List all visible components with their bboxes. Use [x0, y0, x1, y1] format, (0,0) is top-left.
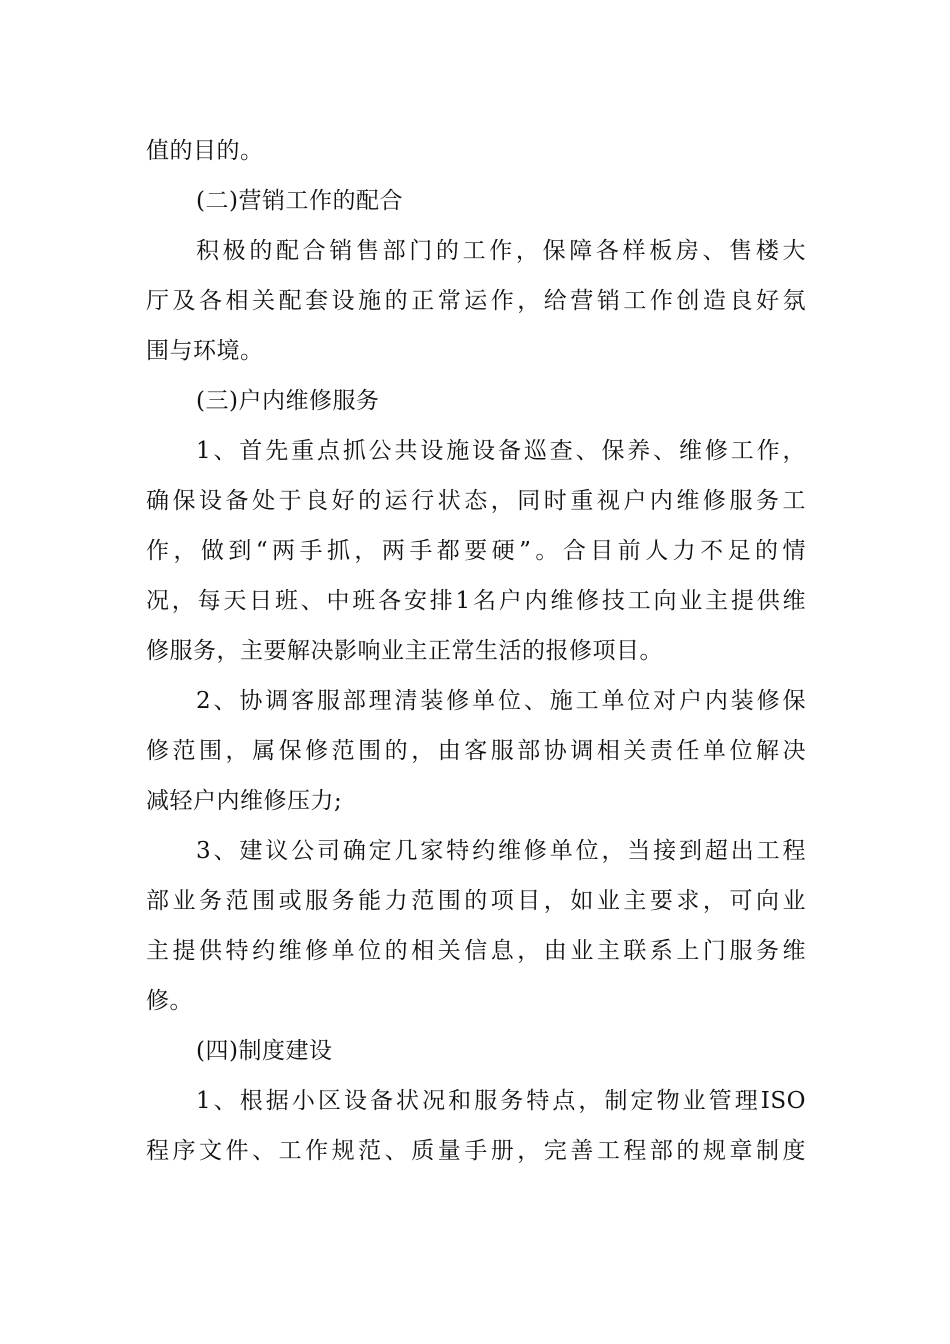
paragraph-line: 程序文件、工作规范、质量手册，完善工程部的规章制度: [146, 1138, 806, 1164]
paragraph-line: 确保设备处于良好的运行状态，同时重视户内维修服务工: [146, 488, 806, 514]
paragraph-line: 修范围，属保修范围的，由客服部协调相关责任单位解决: [146, 738, 806, 764]
paragraph-line: 减轻户内维修压力;: [146, 788, 343, 814]
paragraph-line: 3、建议公司确定几家特约维修单位，当接到超出工程: [196, 838, 806, 864]
paragraph-line: 修服务，主要解决影响业主正常生活的报修项目。: [146, 638, 663, 664]
paragraph-line: 积极的配合销售部门的工作，保障各样板房、售楼大: [196, 238, 806, 264]
paragraph-line: 厅及各相关配套设施的正常运作，给营销工作创造良好氛: [146, 288, 806, 314]
paragraph-line: 围与环境。: [146, 338, 264, 364]
section-heading-maintenance: (三)户内维修服务: [196, 388, 380, 414]
paragraph-line: 况，每天日班、中班各安排1名户内维修技工向业主提供维: [146, 588, 806, 614]
paragraph-line: 作，做到“两手抓，两手都要硬”。合目前人力不足的情: [146, 538, 806, 564]
paragraph-line: 值的目的。: [146, 138, 264, 164]
paragraph-line: 主提供特约维修单位的相关信息，由业主联系上门服务维: [146, 938, 806, 964]
paragraph-line: 1、首先重点抓公共设施设备巡查、保养、维修工作，: [196, 438, 806, 464]
paragraph-line: 1、根据小区设备状况和服务特点，制定物业管理ISO: [196, 1088, 806, 1114]
paragraph-line: 修。: [146, 988, 193, 1014]
section-heading-marketing: (二)营销工作的配合: [196, 188, 403, 214]
paragraph-line: 部业务范围或服务能力范围的项目，如业主要求，可向业: [146, 888, 806, 914]
section-heading-system: (四)制度建设: [196, 1038, 333, 1064]
paragraph-line: 2、协调客服部理清装修单位、施工单位对户内装修保: [196, 688, 806, 714]
